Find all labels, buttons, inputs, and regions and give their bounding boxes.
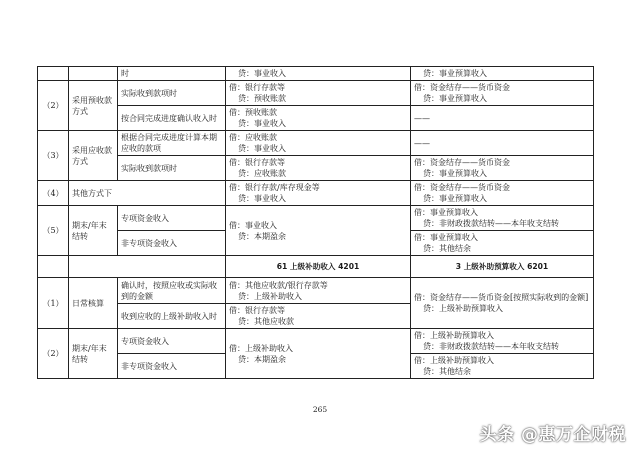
row-desc: 非专项资金收入 (118, 231, 226, 256)
row-number: （1） (38, 278, 69, 329)
fin-section-title: 61 上级补助收入 4201 (226, 256, 411, 278)
table-row (38, 106, 594, 131)
table-row (38, 329, 594, 354)
fin-entry: 借：银行存款等 贷：预收账款 (226, 81, 411, 106)
row-desc: 根据合同完成进度计算本期应收的款项 (118, 131, 226, 156)
bud-entry: 借：上级补助预算收入 贷：其他结余 (411, 354, 594, 379)
table-row (38, 181, 594, 206)
table-row (38, 67, 594, 81)
bud-entry: 借：资金结存——货币资金 贷：事业预算收入 (411, 181, 594, 206)
row-method: 期末/年末结转 (69, 206, 118, 256)
row-method: 期末/年末结转 (69, 329, 118, 379)
row-desc: 确认时，按照应收或实际收到的金额 (118, 278, 226, 304)
row-desc: 时 (118, 67, 226, 81)
bud-entry: 借：资金结存——货币资金[按照实际收到的金额] 贷：上级补助预算收入 (411, 278, 594, 329)
row-number: （2） (38, 81, 69, 131)
row-method: 采用应收款方式 (69, 131, 118, 181)
fin-entry: 借：上级补助收入 贷：本期盈余 (226, 329, 411, 379)
fin-entry: 借：银行存款/库存现金等 贷：事业收入 (226, 181, 411, 206)
row-number: （5） (38, 206, 69, 256)
fin-entry: 借：应收账款 贷：事业收入 (226, 131, 411, 156)
row-desc: 非专项资金收入 (118, 354, 226, 379)
bud-entry: 借：事业预算收入 贷：其他结余 (411, 231, 594, 256)
row-number: （2） (38, 329, 69, 379)
bud-entry: 借：事业预算收入 贷：非财政拨款结转——本年收支结转 (411, 206, 594, 231)
table-row (38, 278, 594, 304)
table-row (38, 81, 594, 106)
row-desc: 专项资金收入 (118, 329, 226, 354)
row-method: 其他方式下 (69, 181, 226, 206)
row-method: 日常核算 (69, 278, 118, 329)
accounting-entries-table (37, 66, 594, 379)
page-number: 265 (312, 405, 328, 414)
row-desc: 收到应收的上级补助收入时 (118, 304, 226, 329)
fin-entry: 借：银行存款等 贷：应收账款 (226, 156, 411, 181)
row-number: （3） (38, 131, 69, 181)
bud-entry: 借：上级补助预算收入 贷：非财政拨款结转——本年收支结转 (411, 329, 594, 354)
section-header-row (38, 256, 594, 278)
row-number: （4） (38, 181, 69, 206)
bud-entry: 借：资金结存——货币资金 贷：事业预算收入 (411, 156, 594, 181)
bud-section-title: 3 上级补助预算收入 6201 (411, 256, 594, 278)
row-method: 采用预收款方式 (69, 81, 118, 131)
bud-entry: —— (411, 106, 594, 131)
watermark: 头条 @惠万企财税 (479, 425, 626, 445)
fin-entry: 借：预收账款 贷：事业收入 (226, 106, 411, 131)
bud-entry: 借：资金结存——货币资金 贷：事业预算收入 (411, 81, 594, 106)
fin-entry: 借：其他应收款/银行存款等 贷：上级补助收入 (226, 278, 411, 304)
row-desc: 按合同完成进度确认收入时 (118, 106, 226, 131)
fin-entry: 借：事业收入 贷：本期盈余 (226, 206, 411, 256)
fin-entry: 贷：事业收入 (226, 67, 411, 81)
fin-entry: 借：银行存款等 贷：其他应收款 (226, 304, 411, 329)
bud-entry: 贷：事业预算收入 (411, 67, 594, 81)
table-row (38, 156, 594, 181)
bud-entry: —— (411, 131, 594, 156)
table-row (38, 131, 594, 156)
table-row (38, 206, 594, 231)
row-desc: 专项资金收入 (118, 206, 226, 231)
row-desc: 实际收到款项时 (118, 156, 226, 181)
row-desc: 实际收到款项时 (118, 81, 226, 106)
